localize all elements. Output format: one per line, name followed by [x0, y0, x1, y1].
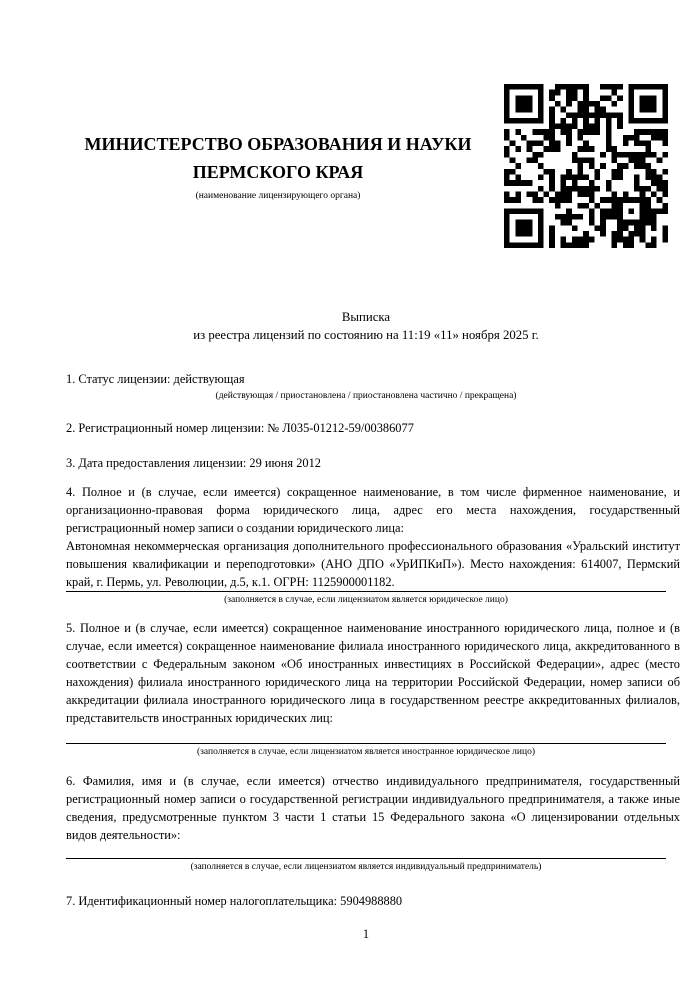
foreign-entity-empty-value — [66, 727, 680, 743]
license-status-caption: (действующая / приостановлена / приостановлена частично / прекращена) — [215, 391, 517, 401]
license-status-text: 1. Статус лицензии: действующая — [66, 372, 245, 386]
legal-entity-value: Автономная некоммерческая организация дополнительного профессионального образования «Уральский институт повышения квалификации и переподготовки» (АНО ДПО «УрИПКиП»). Место нахождения: 614007, Пермский край, г. Пермь, ул. Революции, д.5, к.1. ОГРН: 1125900001182. — [66, 539, 680, 589]
ministry-name-line1: МИНИСТЕРСТВО ОБРАЗОВАНИЯ И НАУКИ — [84, 134, 472, 154]
foreign-entity-prompt: 5. Полное и (в случае, если имеется) сокращенное наименование иностранного юридического лица, полное и (в случае, если имеется) сокращенное наименование филиала иностранного юридического лица, аккредитованного в соответствии с Федеральным законом «Об иностранных инвестициях в Российской Федерации», адрес (место нахождения) филиала иностранного юридического лица на территории Российской Федерации, номер записи об аккредитации филиала иностранного юридического лица в государственном реестре аккредитованных филиалов, представительств иностранных юридических лиц: — [66, 621, 680, 725]
title-line1: Выписка — [341, 310, 391, 324]
title-line2: из реестра лицензий по состоянию на 11:19 «11» ноября 2025 г. — [193, 328, 539, 342]
authority-caption: (наименование лицензирующего органа) — [195, 191, 361, 201]
registration-number-text: 2. Регистрационный номер лицензии: № Л035-01212-59/00386077 — [66, 421, 414, 435]
section-registration-number — [66, 419, 680, 437]
section-grant-date — [66, 454, 680, 472]
page-number: 1 — [362, 927, 370, 941]
foreign-entity-caption: (заполняется в случае, если лицензиатом является иностранное юридическое лицо) — [197, 747, 535, 757]
section-license-status — [66, 370, 680, 402]
section-legal-entity — [66, 483, 680, 606]
fill-rule — [66, 858, 666, 859]
taxpayer-number-text: 7. Идентификационный номер налогоплательщика: 5904988880 — [66, 894, 403, 908]
fill-rule — [66, 743, 666, 744]
document-title — [66, 308, 666, 344]
licensing-authority-header — [66, 130, 490, 202]
fill-rule — [66, 591, 666, 592]
grant-date-text: 3. Дата предоставления лицензии: 29 июня 2012 — [66, 456, 322, 470]
document-content — [66, 0, 680, 943]
section-taxpayer-number — [66, 892, 680, 910]
section-individual-entrepreneur — [66, 772, 680, 873]
entrepreneur-caption: (заполняется в случае, если лицензиатом является индивидуальный предприниматель) — [190, 862, 542, 872]
section-foreign-entity — [66, 619, 680, 758]
legal-entity-caption: (заполняется в случае, если лицензиатом является юридическое лицо) — [224, 595, 508, 605]
legal-entity-prompt: 4. Полное и (в случае, если имеется) сокращенное наименование, в том числе фирменное наименование, и организационно-правовая форма юридического лица, адрес его места нахождения, государственный регистрационный номер записи о создании юридического лица: — [66, 485, 680, 535]
entrepreneur-prompt: 6. Фамилия, имя и (в случае, если имеется) отчество индивидуального предпринимателя, государственный регистрационный номер записи о государственной регистрации индивидуального предпринимателя, а также иные сведения, предусмотренные пунктом 3 части 1 статьи 15 Федерального закона «О лицензировании отдельных видов деятельности»: — [66, 774, 680, 842]
ministry-name-line2: ПЕРМСКОГО КРАЯ — [192, 162, 364, 182]
